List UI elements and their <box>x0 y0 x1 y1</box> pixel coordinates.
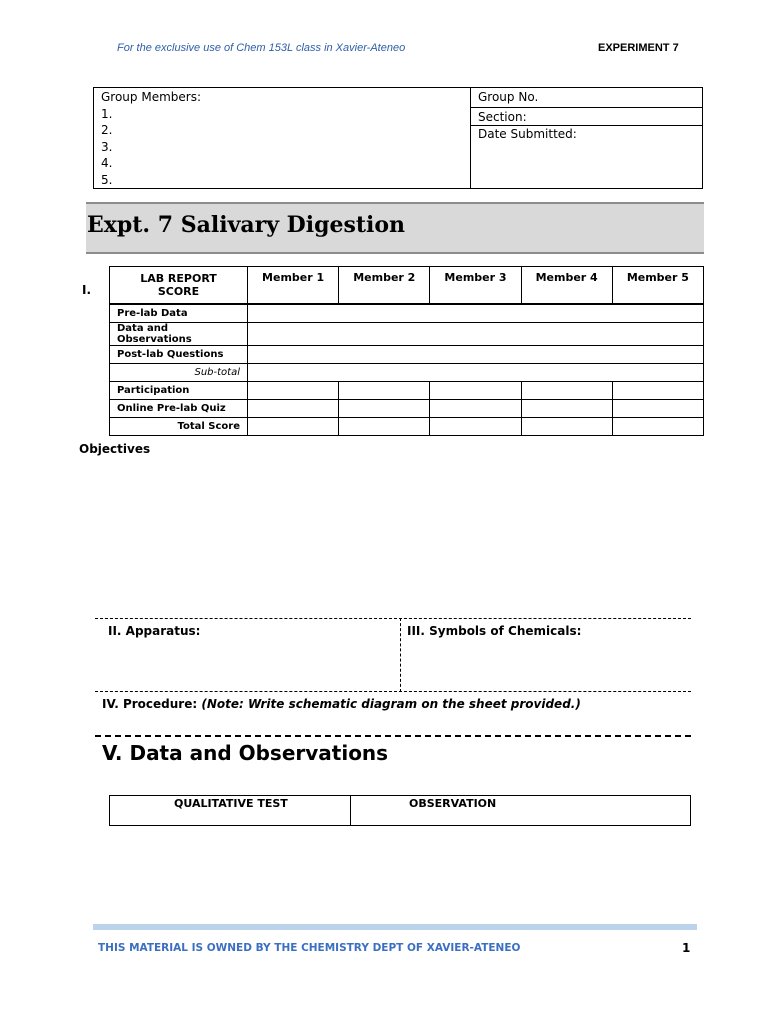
divider-dashed-vertical <box>400 618 401 692</box>
score-table <box>109 266 704 436</box>
score-cell[interactable] <box>430 400 521 418</box>
row-label-postlab-questions: Post-lab Questions <box>110 346 248 364</box>
group-members-label: Group Members: <box>101 90 202 104</box>
page-number: 1 <box>682 941 691 955</box>
qualitative-table <box>109 795 691 826</box>
score-cell[interactable] <box>248 418 339 436</box>
table-row <box>110 382 704 400</box>
row-label-participation: Participation <box>110 382 248 400</box>
row-label-data-observations: Data and Observations <box>110 323 248 346</box>
group-details-cell <box>471 88 702 188</box>
group-members-cell <box>94 88 471 188</box>
score-cell[interactable] <box>339 382 430 400</box>
page-title: Expt. 7 Salivary Digestion <box>87 212 406 238</box>
score-header-line2: SCORE <box>157 285 200 298</box>
row-label-prelab-data: Pre-lab Data <box>110 304 248 323</box>
row-label-subtotal: Sub-total <box>110 364 248 382</box>
group-no-label: Group No. <box>471 88 702 108</box>
row-label-online-quiz: Online Pre-lab Quiz <box>110 400 248 418</box>
score-cell[interactable] <box>612 400 703 418</box>
score-merged-cell[interactable] <box>248 304 704 323</box>
observation-header: OBSERVATION <box>351 796 691 826</box>
score-cell[interactable] <box>248 382 339 400</box>
header-experiment-label: EXPERIMENT 7 <box>598 42 679 54</box>
member-4-header: Member 4 <box>521 267 612 305</box>
table-row <box>110 304 704 323</box>
member-line: 1. <box>101 106 113 121</box>
section-numeral-i: I. <box>82 283 92 297</box>
procedure-title: IV. Procedure: <box>102 697 202 711</box>
table-row <box>110 796 691 826</box>
divider-dashed <box>95 618 691 619</box>
footer-bar <box>93 924 697 930</box>
table-row <box>110 323 704 346</box>
score-cell[interactable] <box>248 400 339 418</box>
divider-dashed <box>95 691 691 692</box>
score-cell[interactable] <box>339 418 430 436</box>
table-row <box>110 364 704 382</box>
score-merged-cell[interactable] <box>248 346 704 364</box>
score-cell[interactable] <box>430 382 521 400</box>
data-observations-heading: V. Data and Observations <box>102 741 389 765</box>
score-merged-cell[interactable] <box>248 364 704 382</box>
member-3-header: Member 3 <box>430 267 521 305</box>
member-1-header: Member 1 <box>248 267 339 305</box>
objectives-heading: Objectives <box>79 442 151 456</box>
header-course-note: For the exclusive use of Chem 153L class in Xavier-Ateneo <box>117 42 406 54</box>
score-cell[interactable] <box>612 382 703 400</box>
member-line: 4. <box>101 156 113 170</box>
apparatus-label: II. Apparatus: <box>108 624 201 638</box>
group-info-box <box>93 87 703 189</box>
member-5-header: Member 5 <box>612 267 703 305</box>
score-cell[interactable] <box>521 418 612 436</box>
score-merged-cell[interactable] <box>248 323 704 346</box>
score-cell[interactable] <box>521 382 612 400</box>
symbols-label: III. Symbols of Chemicals: <box>407 624 582 638</box>
member-line: 3. <box>101 139 113 154</box>
section-label: Section: <box>471 108 702 126</box>
date-submitted-label: Date Submitted: <box>478 127 577 141</box>
footer-ownership-text: THIS MATERIAL IS OWNED BY THE CHEMISTRY DEPT OF XAVIER-ATENEO <box>98 942 521 954</box>
member-2-header: Member 2 <box>339 267 430 305</box>
score-header-cell <box>110 267 248 305</box>
procedure-label <box>102 697 581 711</box>
member-line: 2. <box>101 123 113 137</box>
table-row <box>110 418 704 436</box>
score-cell[interactable] <box>612 418 703 436</box>
table-row <box>110 400 704 418</box>
score-header-row <box>110 267 704 305</box>
score-cell[interactable] <box>430 418 521 436</box>
member-line: 5. <box>101 172 113 187</box>
row-label-total-score: Total Score <box>110 418 248 436</box>
table-row <box>110 346 704 364</box>
procedure-note: (Note: Write schematic diagram on the sheet provided.) <box>201 697 581 711</box>
score-header-line1: LAB REPORT <box>140 272 217 285</box>
score-cell[interactable] <box>521 400 612 418</box>
score-cell[interactable] <box>339 400 430 418</box>
qualitative-test-header: QUALITATIVE TEST <box>110 796 351 826</box>
title-band <box>86 202 704 254</box>
divider-dashed-bold <box>95 735 691 737</box>
